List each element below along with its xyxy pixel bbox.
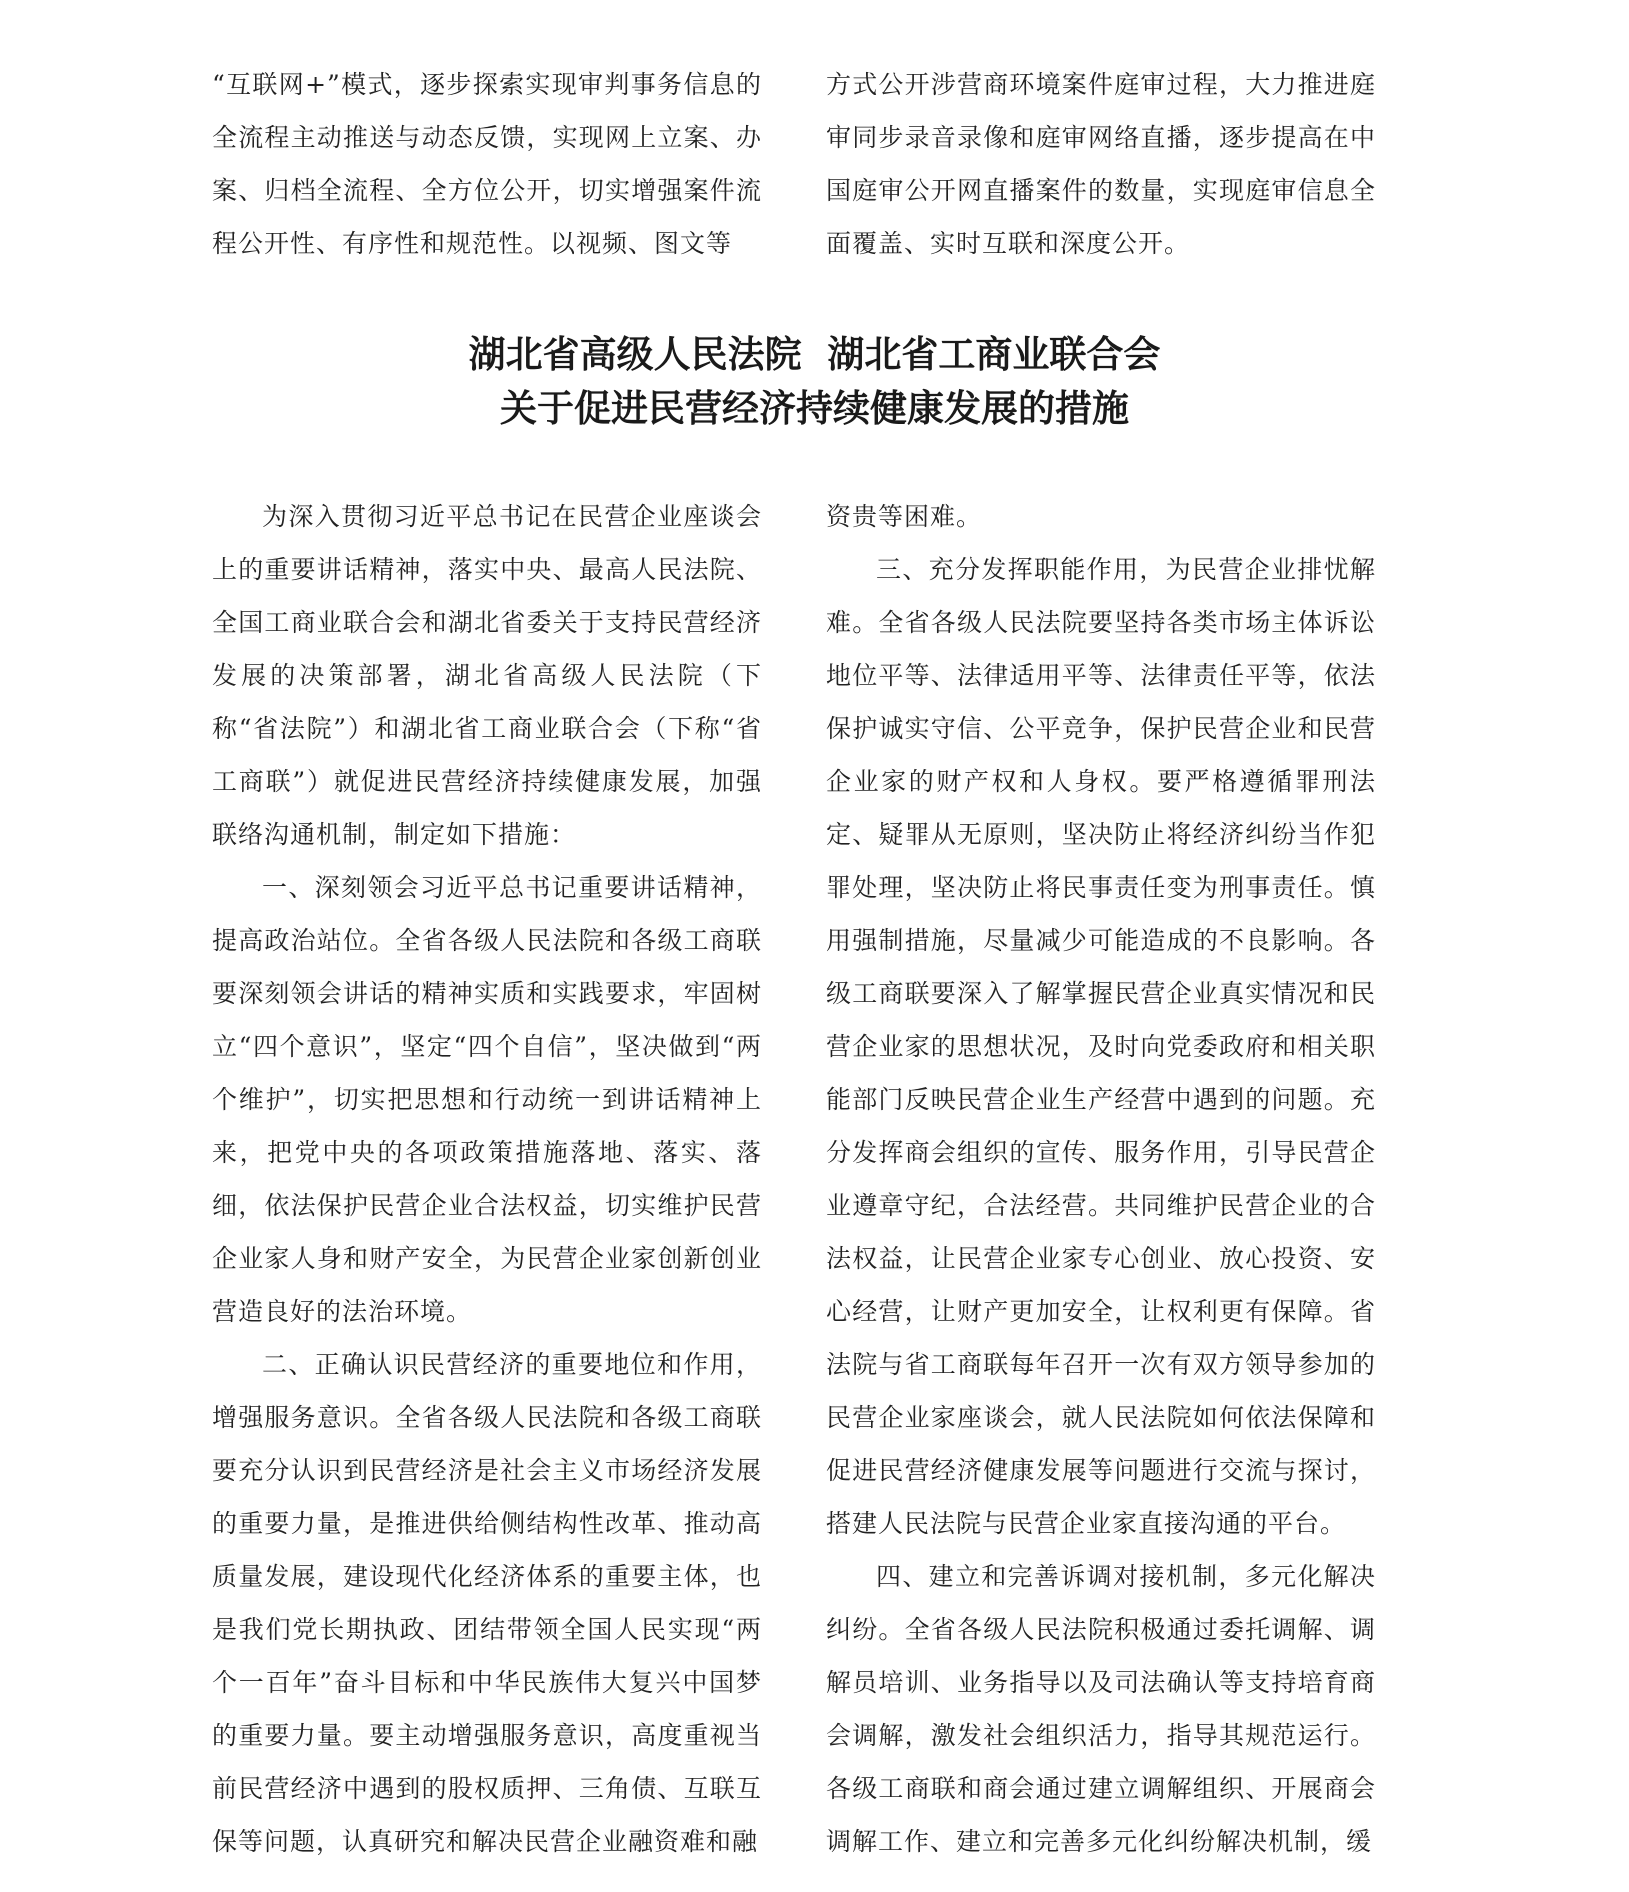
- top-left-column: [212, 58, 762, 270]
- article-left-column: [212, 490, 762, 1868]
- article-title: [0, 328, 1629, 436]
- measure-3-paragraph: 三、充分发挥职能作用，为民营企业排忧解难。全省各级人民法院要坚持各类市场主体诉讼地位平等、法律适用平等、法律责任平等，依法保护诚实守信、公平竞争，保护民营企业和民营企业家的财产权和人身权。要严格遵循罪刑法定、疑罪从无原则，坚决防止将经济纠纷当作犯罪处理，坚决防止将民事责任变为刑事责任。慎用强制措施，尽量减少可能造成的不良影响。各级工商联要深入了解掌握民营企业真实情况和民营企业家的思想状况，及时向党委政府和相关职能部门反映民营企业生产经营中遇到的问题。充分发挥商会组织的宣传、服务作用，引导民营企业遵章守纪，合法经营。共同维护民营企业的合法权益，让民营企业家专心创业、放心投资、安心经营，让财产更加安全，让权利更有保障。省法院与省工商联每年召开一次有双方领导参加的民营企业家座谈会，就人民法院如何依法保障和促进民营经济健康发展等问题进行交流与探讨，搭建人民法院与民营企业家直接沟通的平台。: [826, 555, 1376, 1538]
- top-right-column: [826, 58, 1376, 270]
- intro-paragraph: 为深入贯彻习近平总书记在民营企业座谈会上的重要讲话精神，落实中央、最高人民法院、全国工商业联合会和湖北省委关于支持民营经济发展的决策部署，湖北省高级人民法院（下称“省法院”）和湖北省工商业联合会（下称“省工商联”）就促进民营经济持续健康发展，加强联络沟通机制，制定如下措施：: [212, 502, 762, 849]
- measure-1-paragraph: 一、深刻领会习近平总书记重要讲话精神，提高政治站位。全省各级人民法院和各级工商联要深刻领会讲话的精神实质和实践要求，牢固树立“四个意识”，坚定“四个自信”，坚决做到“两个维护”，切实把思想和行动统一到讲话精神上来，把党中央的各项政策措施落地、落实、落细，依法保护民营企业合法权益，切实维护民营企业家人身和财产安全，为民营企业家创新创业营造良好的法治环境。: [212, 873, 762, 1326]
- top-left-paragraph: “互联网+”模式，逐步探索实现审判事务信息的全流程主动推送与动态反馈，实现网上立案、办案、归档全流程、全方位公开，切实增强案件流程公开性、有序性和规范性。以视频、图文等: [212, 70, 762, 258]
- measure-2-paragraph: 二、正确认识民营经济的重要地位和作用，增强服务意识。全省各级人民法院和各级工商联要充分认识到民营经济是社会主义市场经济发展的重要力量，是推进供给侧结构性改革、推动高质量发展，建设现代化经济体系的重要主体，也是我们党长期执政、团结带领全国人民实现“两个一百年”奋斗目标和中华民族伟大复兴中国梦的重要力量。要主动增强服务意识，高度重视当前民营经济中遇到的股权质押、三角债、互联互保等问题，认真研究和解决民营企业融资难和融: [212, 1350, 762, 1856]
- measure-2-continuation: 资贵等困难。: [826, 502, 983, 531]
- article-right-column: [826, 490, 1376, 1868]
- measure-4-paragraph: 四、建立和完善诉调对接机制，多元化解决纠纷。全省各级人民法院积极通过委托调解、调解员培训、业务指导以及司法确认等支持培育商会调解，激发社会组织活力，指导其规范运行。各级工商联和商会通过建立调解组织、开展商会调解工作、建立和完善多元化纠纷解决机制，缓: [826, 1562, 1376, 1856]
- article-title-line-1: 湖北省高级人民法院 湖北省工商业联合会: [468, 333, 1161, 376]
- top-right-paragraph: 方式公开涉营商环境案件庭审过程，大力推进庭审同步录音录像和庭审网络直播，逐步提高在中国庭审公开网直播案件的数量，实现庭审信息全面覆盖、实时互联和深度公开。: [826, 70, 1376, 258]
- article-title-line-2: 关于促进民营经济持续健康发展的措施: [500, 387, 1129, 430]
